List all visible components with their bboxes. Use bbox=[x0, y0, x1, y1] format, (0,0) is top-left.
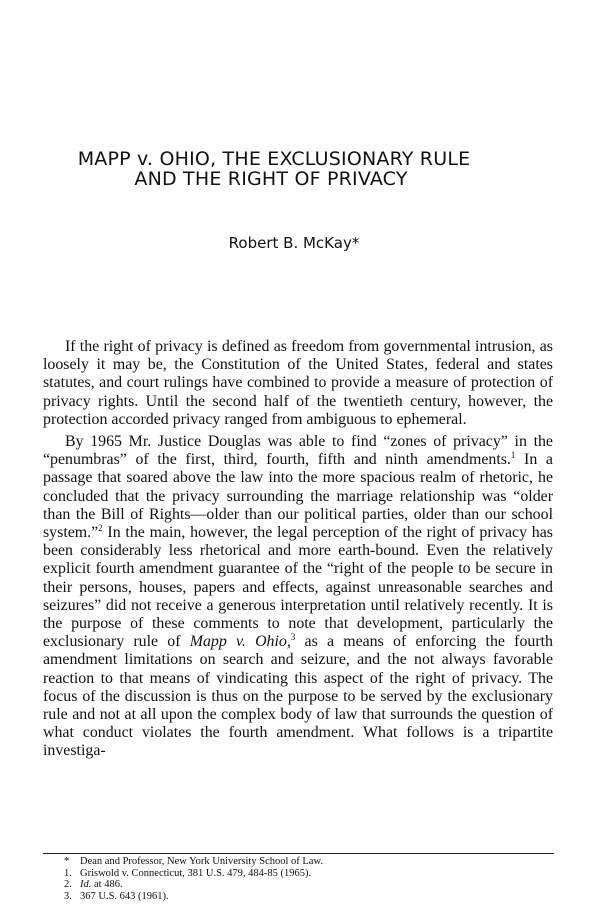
paragraph-2-text-a: By 1965 Mr. Justice Douglas was able to find “zones of privacy” in the “penumbras” of the first, third, fourth, fifth and ninth amendments. bbox=[43, 433, 553, 469]
article-body bbox=[43, 338, 553, 761]
footnote-mark: * bbox=[64, 856, 70, 867]
footnote-ref-3[interactable]: 3 bbox=[290, 632, 296, 643]
paragraph-2 bbox=[43, 433, 553, 761]
paragraph-2-text-d: as a means of enforcing the fourth amendment limitations on search and seizure, and the not always favorable reaction to that means of vindicating this aspect of the right of privacy. The focus of the discussion is thus on the purpose to be served by the exclusionary rule and not at all upon the complex body of law that surrounds the question of what conduct violates the fourth amendment. What follows is a tripartite investiga- bbox=[43, 633, 553, 760]
footnotes bbox=[64, 856, 544, 902]
paragraph-2-text-c: In the main, however, the legal perception of the right of privacy has been considerably less rhetorical and more earth-bound. Even the relatively explicit fourth amendment guarantee of the “right of the people to be secure in their persons, houses, papers and effects, against unreasonable searches and seizures” did not receive a generous interpretation until relatively recently. It is the purpose of these comments to note that development, particularly the exclusionary rule of bbox=[43, 524, 553, 651]
footnote-1 bbox=[64, 868, 544, 880]
article-title-line-2: AND THE RIGHT OF PRIVACY bbox=[134, 168, 408, 190]
footnote-2 bbox=[64, 879, 544, 891]
footnote-ref-1[interactable]: 1 bbox=[510, 450, 516, 461]
footnote-text: Griswold v. Connecticut, 381 U.S. 479, 484-85 (1965). bbox=[80, 867, 312, 879]
footnote-text: at 486. bbox=[91, 879, 123, 890]
footnote-mark: 1. bbox=[64, 867, 72, 879]
footnote-ref-2[interactable]: 2 bbox=[98, 523, 103, 534]
footnote-italic: Id. bbox=[80, 879, 92, 890]
case-name: Mapp v. Ohio, bbox=[189, 633, 291, 651]
footnote-author bbox=[64, 856, 544, 868]
footnote-3 bbox=[64, 891, 544, 903]
footnote-text: 367 U.S. 643 (1961). bbox=[80, 890, 169, 902]
paragraph-1: If the right of privacy is defined as freedom from governmental intrusion, as loosely it may be, the Constitution of the United States, federal and states statutes, and court rulings have combined to provide a measure of protection of privacy rights. Until the second half of the twentieth century, however, the protection accorded privacy ranged from ambiguous to ephemeral. bbox=[43, 338, 553, 428]
article-title-line-1: MAPP v. OHIO, THE EXCLUSIONARY RULE bbox=[77, 148, 471, 170]
footnote-divider bbox=[43, 853, 554, 854]
footnote-mark: 2. bbox=[64, 879, 72, 890]
paragraph-2-text-b: In a passage that soared above the law into the more spacious realm of rhetoric, he concluded that the privacy surrounding the marriage relationship was “older than the Bill of Rights—older than our political parties, older than our school system.” bbox=[43, 451, 553, 542]
author-name: Robert B. McKay* bbox=[228, 234, 360, 252]
footnote-text: Dean and Professor, New York University School of Law. bbox=[80, 856, 323, 867]
footnote-mark: 3. bbox=[64, 890, 72, 902]
